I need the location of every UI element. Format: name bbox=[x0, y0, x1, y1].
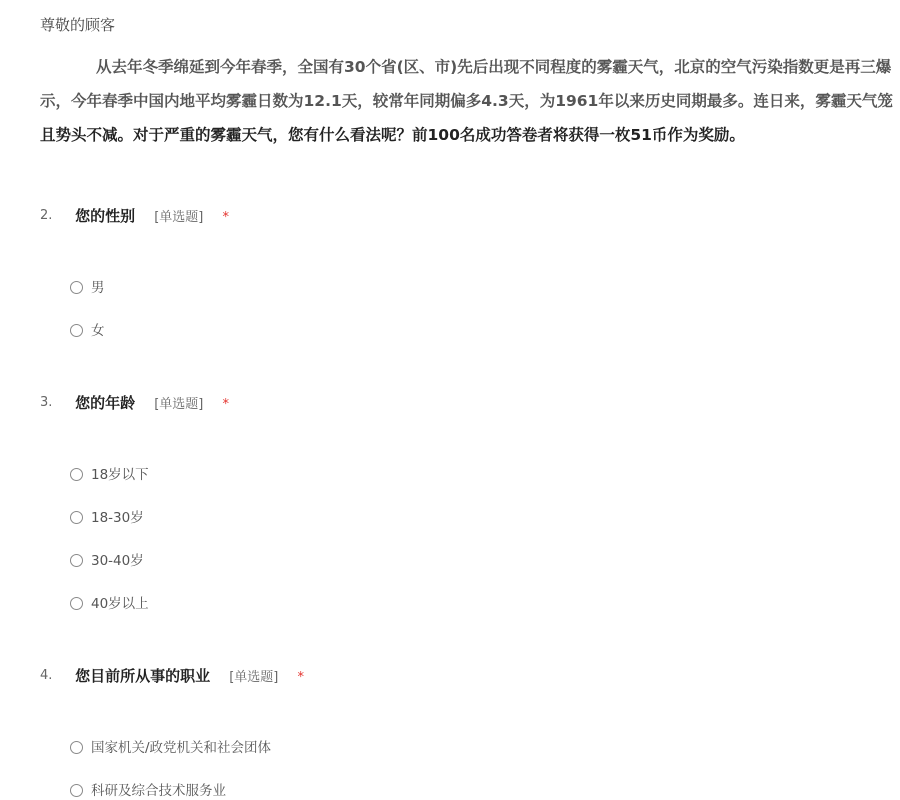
option-label: 科研及综合技术服务业 bbox=[91, 783, 226, 799]
option-list bbox=[70, 277, 900, 363]
question-header bbox=[40, 663, 900, 689]
radio-button-unchecked-icon[interactable] bbox=[70, 784, 83, 797]
question-gender bbox=[40, 203, 900, 363]
option-label: 40岁以上 bbox=[91, 596, 149, 612]
question-number: 3. bbox=[40, 395, 53, 410]
question-header bbox=[40, 203, 900, 229]
option-female[interactable] bbox=[70, 320, 900, 363]
option-18-30[interactable] bbox=[70, 507, 900, 550]
intro-line-3: 且势头不减。对于严重的雾霾天气，您有什么看法呢？前100名成功答卷者将获得一枚51币作为奖励。 bbox=[40, 126, 745, 144]
option-label: 女 bbox=[91, 323, 105, 339]
option-list bbox=[70, 737, 900, 800]
question-occupation bbox=[40, 663, 900, 800]
option-label: 18岁以下 bbox=[91, 467, 149, 483]
option-30-40[interactable] bbox=[70, 550, 900, 593]
radio-button-unchecked-icon[interactable] bbox=[70, 554, 83, 567]
question-type-label: [单选题] bbox=[229, 670, 279, 685]
greeting-text: 尊敬的顾客 bbox=[40, 16, 116, 34]
radio-button-unchecked-icon[interactable] bbox=[70, 281, 83, 294]
option-over-40[interactable] bbox=[70, 593, 900, 636]
option-label: 30-40岁 bbox=[91, 553, 144, 569]
option-label: 国家机关/政党机关和社会团体 bbox=[91, 740, 272, 756]
radio-button-unchecked-icon[interactable] bbox=[70, 597, 83, 610]
required-marker: * bbox=[297, 670, 304, 685]
option-label: 18-30岁 bbox=[91, 510, 144, 526]
intro-line-1: 从去年冬季绵延到今年春季，全国有30个省(区、市)先后出现不同程度的雾霾天气，北京的空气污染指数更是再三爆 bbox=[96, 58, 892, 76]
radio-button-unchecked-icon[interactable] bbox=[70, 324, 83, 337]
option-government[interactable] bbox=[70, 737, 900, 780]
radio-button-unchecked-icon[interactable] bbox=[70, 468, 83, 481]
radio-button-unchecked-icon[interactable] bbox=[70, 741, 83, 754]
option-male[interactable] bbox=[70, 277, 900, 320]
option-under-18[interactable] bbox=[70, 464, 900, 507]
option-list bbox=[70, 464, 900, 636]
required-marker: * bbox=[222, 397, 229, 412]
survey-intro bbox=[40, 50, 900, 150]
question-age bbox=[40, 390, 900, 636]
question-number: 4. bbox=[40, 668, 53, 683]
option-research[interactable] bbox=[70, 780, 900, 800]
question-title: 您的年龄 bbox=[75, 394, 136, 412]
question-number: 2. bbox=[40, 208, 53, 223]
question-type-label: [单选题] bbox=[154, 210, 204, 225]
required-marker: * bbox=[222, 210, 229, 225]
question-header bbox=[40, 390, 900, 416]
question-title: 您目前所从事的职业 bbox=[75, 667, 211, 685]
intro-line-2: 示，今年春季中国内地平均雾霾日数为12.1天，较常年同期偏多4.3天，为1961年以来历史同期最多。连日来，雾霾天气笼 bbox=[40, 92, 893, 110]
option-label: 男 bbox=[91, 280, 105, 296]
question-title: 您的性别 bbox=[75, 207, 136, 225]
question-type-label: [单选题] bbox=[154, 397, 204, 412]
radio-button-unchecked-icon[interactable] bbox=[70, 511, 83, 524]
